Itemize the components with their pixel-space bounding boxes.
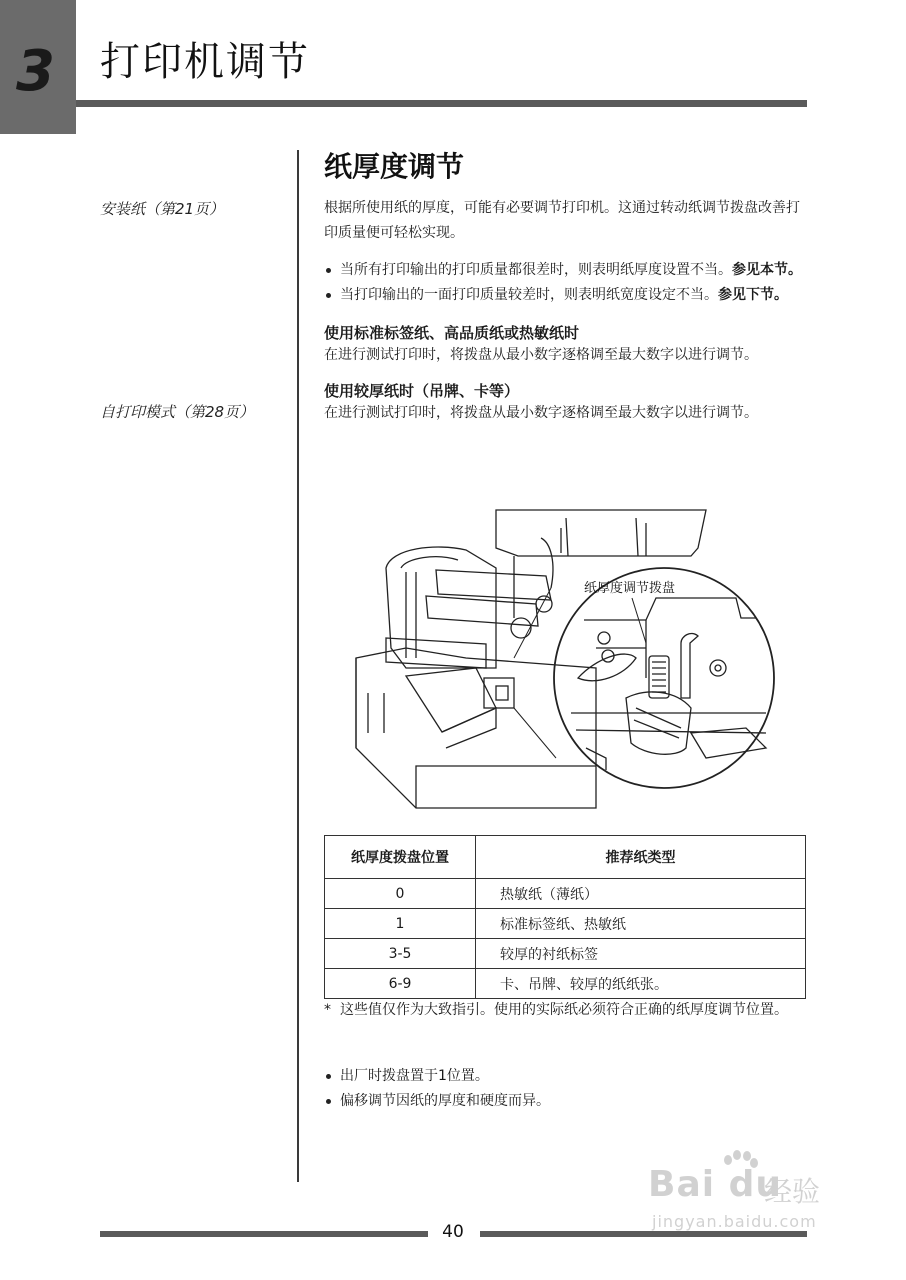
table-row	[325, 969, 806, 999]
printer-line-drawing	[346, 508, 786, 818]
chapter-title: 打印机调节	[100, 39, 310, 85]
table-row	[325, 909, 806, 939]
intro-paragraph: 根据所使用纸的厚度，可能有必要调节打印机。这通过转动纸调节拨盘改善打印质量便可轻松实现。	[324, 199, 800, 241]
table-cell-position: 0	[325, 879, 476, 909]
column-divider	[297, 150, 299, 1182]
subsection-body: 在进行测试打印时，将拨盘从最小数字逐格调至最大数字以进行调节。	[324, 346, 758, 363]
dial-position-table	[324, 835, 806, 999]
table-cell-position: 1	[325, 909, 476, 939]
subsection-heading: 使用较厚纸时（吊牌、卡等）	[324, 381, 520, 400]
table-cell-type: 较厚的衬纸标签	[476, 939, 806, 969]
table-cell-type: 标准标签纸、热敏纸	[476, 909, 806, 939]
watermark-brand: Bai du	[648, 1164, 783, 1205]
watermark-url: jingyan.baidu.com	[652, 1212, 817, 1231]
baidu-watermark	[648, 1150, 868, 1240]
footer-rule-left	[100, 1231, 428, 1237]
list-item: 出厂时拨盘置于1位置。	[324, 1064, 808, 1089]
list-item	[324, 258, 808, 283]
list-item: 偏移调节因纸的厚度和硬度而异。	[324, 1089, 808, 1114]
symptom-list	[324, 258, 808, 308]
chapter-number: 3	[16, 39, 55, 104]
subsection-heading: 使用标准标签纸、高品质纸或热敏纸时	[324, 323, 580, 342]
table-cell-position: 3-5	[325, 939, 476, 969]
list-item	[324, 283, 808, 308]
table-row	[325, 879, 806, 909]
table-header-position: 纸厚度拨盘位置	[325, 836, 476, 879]
printer-illustration	[346, 508, 786, 818]
table-cell-type: 卡、吊牌、较厚的纸纸张。	[476, 969, 806, 999]
page-number: 40	[442, 1222, 464, 1242]
table-row	[325, 939, 806, 969]
footnote-mark: *	[324, 1002, 331, 1018]
subsection-standard	[324, 322, 808, 366]
section-title: 纸厚度调节	[324, 150, 465, 183]
sidebar-ref-self-print[interactable]: 自打印模式（第28页）	[100, 403, 255, 421]
bullet-text: 当打印输出的一面打印质量较差时，则表明纸宽度设定不当。	[340, 286, 718, 303]
footnote-text: 这些值仅作为大致指引。使用的实际纸必须符合正确的纸厚度调节位置。	[340, 1002, 788, 1018]
subsection-thick	[324, 380, 808, 424]
bullet-ref: 参见下节。	[718, 286, 788, 303]
table-header-paper-type: 推荐纸类型	[476, 836, 806, 879]
chapter-number-box	[0, 0, 76, 134]
subsection-body: 在进行测试打印时，将拨盘从最小数字逐格调至最大数字以进行调节。	[324, 404, 758, 421]
bullet-text: 当所有打印输出的打印质量都很差时，则表明纸厚度设置不当。	[340, 261, 732, 278]
notes-list	[324, 1064, 808, 1114]
table-cell-type: 热敏纸（薄纸）	[476, 879, 806, 909]
table-footnote	[324, 998, 808, 1023]
table-cell-position: 6-9	[325, 969, 476, 999]
dial-callout-label: 纸厚度调节拨盘	[584, 581, 676, 596]
watermark-cn: 经验	[764, 1175, 821, 1208]
sidebar-ref-load-paper[interactable]: 安装纸（第21页）	[100, 200, 225, 218]
bullet-ref: 参见本节。	[732, 261, 802, 278]
table-header-row	[325, 836, 806, 879]
main-content	[324, 150, 808, 424]
header-rule	[76, 100, 807, 107]
